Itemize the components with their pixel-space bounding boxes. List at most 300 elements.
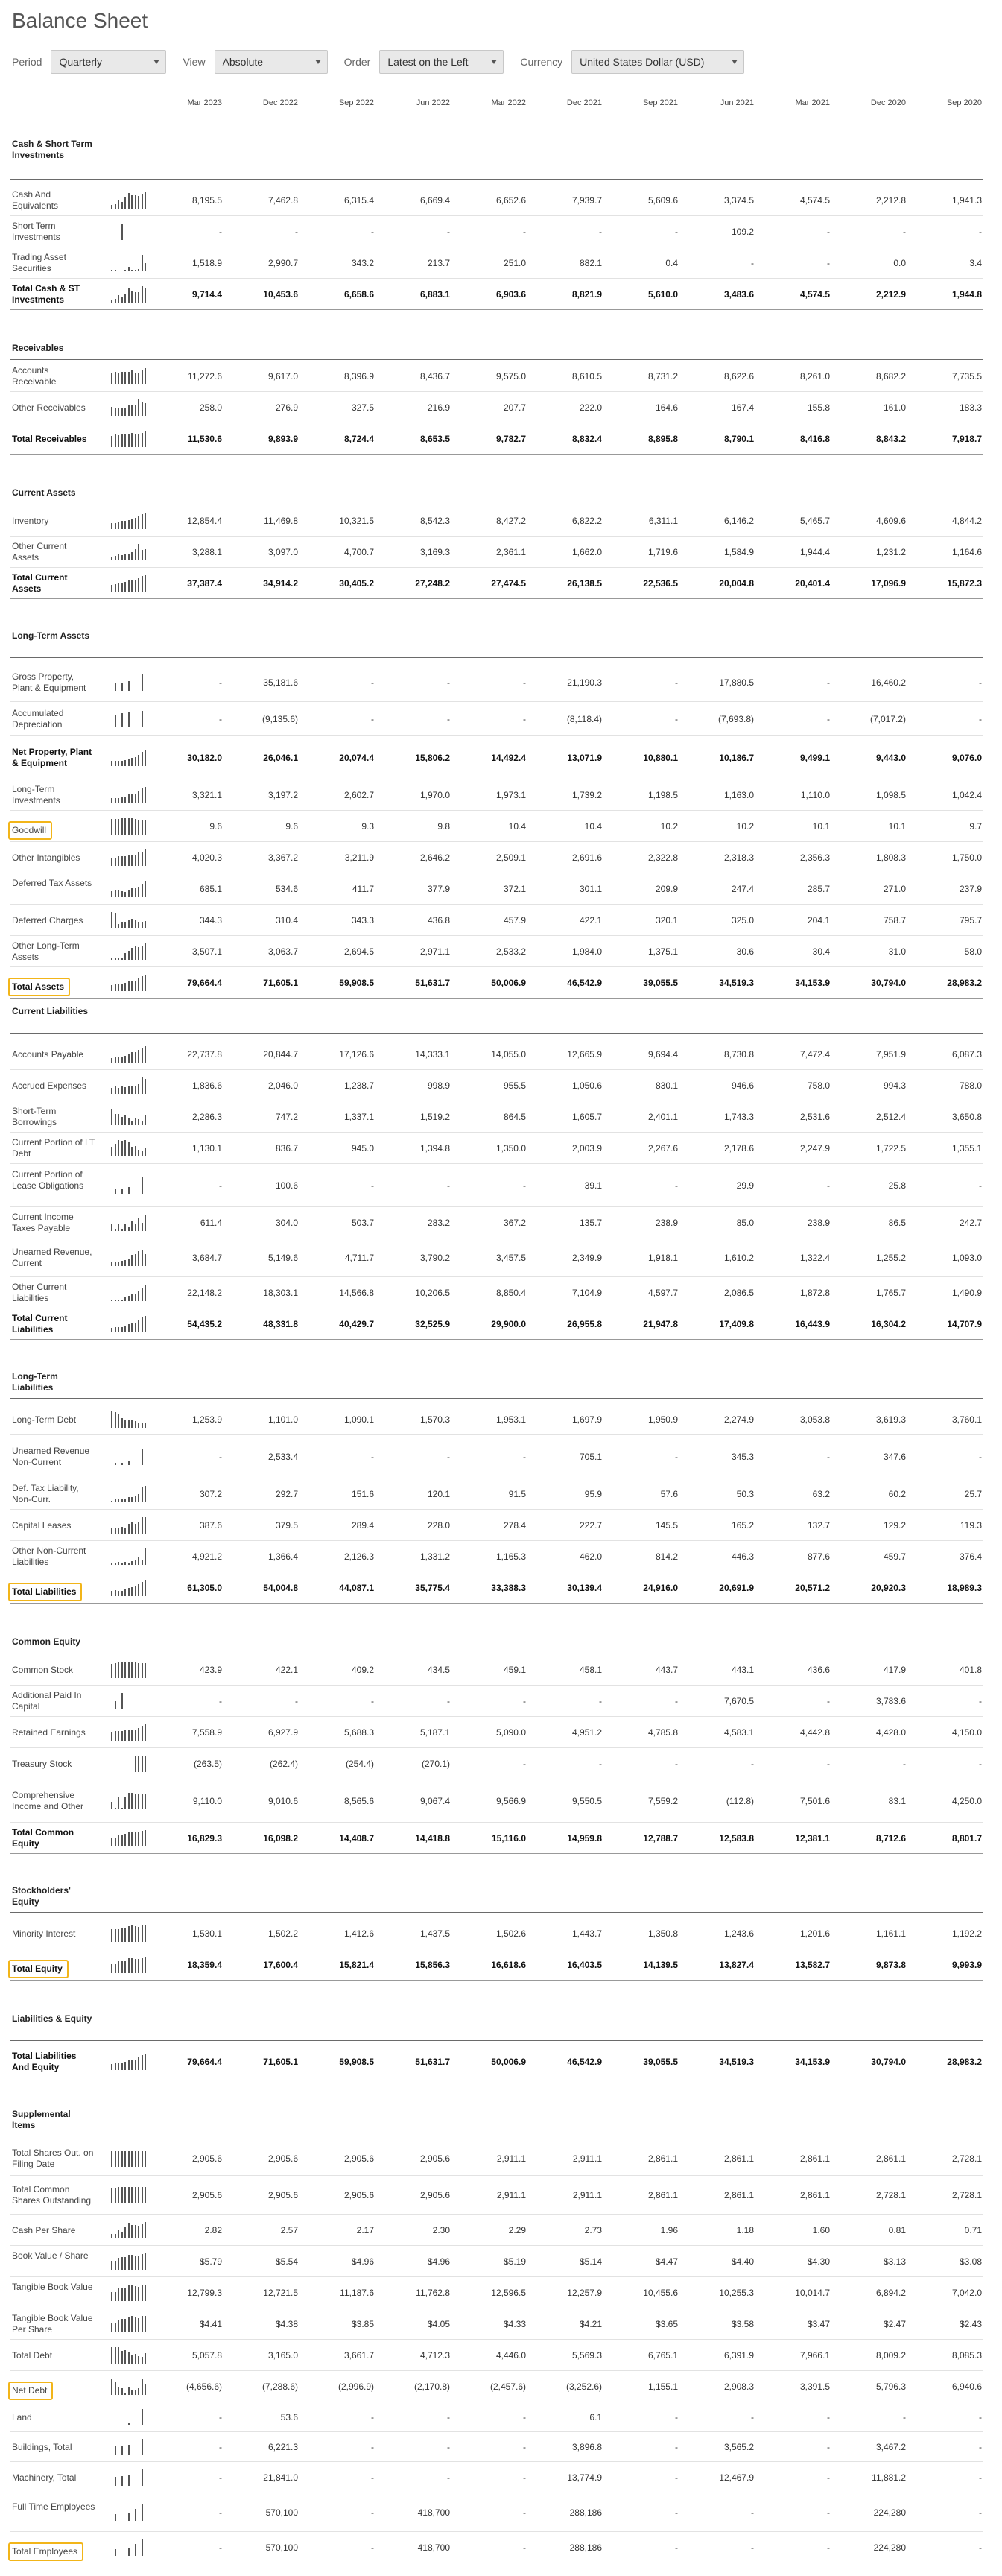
cell-value: 5,569.3 bbox=[571, 2350, 602, 2361]
table-row[interactable] bbox=[10, 1404, 983, 1435]
sparkline-bar bbox=[121, 1928, 123, 1942]
sparkline-chart[interactable] bbox=[111, 711, 148, 727]
table-row[interactable] bbox=[10, 1308, 983, 1340]
table-row[interactable] bbox=[10, 1238, 983, 1277]
cell-value: 3,367.2 bbox=[267, 852, 298, 863]
table-row[interactable] bbox=[10, 1686, 983, 1717]
cell-value: 16,443.9 bbox=[795, 1319, 830, 1329]
cell-value: 1,973.1 bbox=[495, 790, 526, 800]
cell-value: 6,894.2 bbox=[875, 2288, 906, 2298]
sparkline-chart[interactable] bbox=[111, 224, 148, 240]
cell-value: 3,783.6 bbox=[875, 1696, 906, 1706]
cell-value: 4,442.8 bbox=[799, 1727, 830, 1738]
sparkline-bar bbox=[138, 1832, 139, 1846]
cell-value: 71,605.1 bbox=[263, 978, 298, 988]
cell-value: 2,212.9 bbox=[875, 289, 906, 300]
cell-value: 301.1 bbox=[579, 884, 602, 894]
sparkline-chart[interactable] bbox=[111, 2504, 148, 2521]
sparkline-bar bbox=[145, 2353, 146, 2364]
table-row[interactable] bbox=[10, 842, 983, 873]
cell-value: - bbox=[447, 714, 450, 724]
sparkline-bar bbox=[121, 297, 123, 303]
table-row[interactable] bbox=[10, 247, 983, 279]
cell-value: 9,617.0 bbox=[267, 371, 298, 382]
column-header: Dec 2022 bbox=[262, 98, 298, 107]
row-label bbox=[12, 283, 95, 306]
table-row[interactable] bbox=[10, 1039, 983, 1070]
sparkline-bar bbox=[128, 1730, 130, 1741]
sparkline-chart[interactable] bbox=[111, 943, 148, 960]
sparkline-chart[interactable] bbox=[111, 818, 148, 835]
section-divider bbox=[10, 2040, 983, 2041]
sparkline-bar bbox=[121, 1835, 123, 1846]
sparkline-chart[interactable] bbox=[111, 513, 148, 529]
cell-value: 8,724.4 bbox=[343, 434, 374, 444]
cell-value: (9,135.6) bbox=[261, 714, 298, 724]
sparkline-bar bbox=[128, 2223, 130, 2238]
cell-value: 1,739.2 bbox=[571, 790, 602, 800]
sparkline-bar bbox=[121, 2151, 123, 2167]
cell-value: 4,020.3 bbox=[191, 852, 222, 863]
row-label bbox=[12, 516, 95, 527]
table-row[interactable] bbox=[10, 1435, 983, 1478]
sparkline-chart[interactable] bbox=[111, 2187, 148, 2203]
order-select[interactable] bbox=[379, 50, 504, 74]
sparkline-chart[interactable] bbox=[111, 399, 148, 416]
sparkline-chart[interactable] bbox=[111, 286, 148, 303]
table-row[interactable] bbox=[10, 1164, 983, 1207]
cell-value: 758.0 bbox=[807, 1080, 830, 1091]
table-row[interactable] bbox=[10, 967, 983, 999]
row-label-text: Unearned Revenue Non-Current bbox=[12, 1446, 90, 1467]
table-row[interactable] bbox=[10, 216, 983, 247]
table-row[interactable] bbox=[10, 702, 983, 736]
row-label bbox=[12, 2313, 95, 2335]
table-row[interactable] bbox=[10, 2142, 983, 2176]
sparkline-chart[interactable] bbox=[111, 1140, 148, 1156]
cell-value: 8,195.5 bbox=[191, 195, 222, 206]
table-row[interactable] bbox=[10, 811, 983, 842]
table-row[interactable] bbox=[10, 2277, 983, 2308]
sparkline-bar bbox=[131, 1925, 133, 1942]
sparkline-bar bbox=[121, 2446, 123, 2455]
cell-value: 7,735.5 bbox=[951, 371, 982, 382]
sparkline-chart[interactable] bbox=[111, 1756, 148, 1772]
sparkline-bar bbox=[128, 951, 130, 960]
cell-value: 1,584.9 bbox=[723, 547, 754, 557]
table-row[interactable] bbox=[10, 2462, 983, 2493]
cell-value: 222.7 bbox=[579, 1520, 602, 1531]
cell-value: 1,155.1 bbox=[647, 2382, 678, 2392]
sparkline-chart[interactable] bbox=[111, 2285, 148, 2301]
cell-value: 6,221.3 bbox=[267, 2442, 298, 2452]
sparkline-bar bbox=[124, 1115, 126, 1125]
cell-value: 15,806.2 bbox=[415, 753, 450, 763]
table-row[interactable] bbox=[10, 1572, 983, 1604]
cell-value: (262.4) bbox=[269, 1759, 298, 1769]
table-row[interactable] bbox=[10, 2432, 983, 2462]
cell-value: 9.7 bbox=[969, 821, 982, 832]
table-row[interactable] bbox=[10, 1918, 983, 1949]
cell-value: - bbox=[675, 2412, 678, 2422]
sparkline-chart[interactable] bbox=[111, 192, 148, 209]
sparkline-chart[interactable] bbox=[111, 2151, 148, 2167]
cell-value: 387.6 bbox=[199, 1520, 222, 1531]
sparkline-chart[interactable] bbox=[111, 1177, 148, 1194]
table-row[interactable] bbox=[10, 779, 983, 811]
table-row[interactable] bbox=[10, 2215, 983, 2246]
cell-value: 459.1 bbox=[503, 1665, 526, 1675]
sparkline-chart[interactable] bbox=[111, 2253, 148, 2270]
sparkline-bar bbox=[128, 2060, 130, 2070]
row-label bbox=[12, 1414, 95, 1425]
sparkline-chart[interactable] bbox=[111, 2379, 148, 2395]
sparkline-chart[interactable] bbox=[111, 1486, 148, 1502]
row-label-text: Other Receivables bbox=[12, 402, 86, 413]
sparkline-chart[interactable] bbox=[111, 1449, 148, 1465]
cell-value: 34,914.2 bbox=[263, 578, 298, 589]
sparkline-bar bbox=[111, 985, 112, 991]
cell-value: 705.1 bbox=[579, 1452, 602, 1462]
sparkline-bar bbox=[111, 2323, 112, 2332]
sparkline-chart[interactable] bbox=[111, 1316, 148, 1332]
table-row[interactable] bbox=[10, 1654, 983, 1686]
sparkline-bar bbox=[138, 978, 139, 991]
cell-value: 1,110.0 bbox=[800, 790, 830, 800]
row-label bbox=[12, 2472, 95, 2484]
sparkline-chart[interactable] bbox=[111, 750, 148, 766]
sparkline-bar bbox=[128, 1296, 130, 1301]
section-divider bbox=[10, 657, 983, 658]
table-row[interactable] bbox=[10, 1748, 983, 1779]
sparkline-chart[interactable] bbox=[111, 1925, 148, 1942]
cell-value: 570,100 bbox=[265, 2542, 298, 2553]
sparkline-chart[interactable] bbox=[111, 1693, 148, 1709]
sparkline-chart[interactable] bbox=[111, 975, 148, 991]
row-label-text: Other Non-Current Liabilities bbox=[12, 1545, 86, 1567]
cell-value: 1,098.5 bbox=[875, 790, 906, 800]
cell-value: 2,905.6 bbox=[267, 2190, 298, 2200]
cell-value: 60.2 bbox=[888, 1489, 906, 1499]
sparkline-chart[interactable] bbox=[111, 368, 148, 384]
table-row[interactable] bbox=[10, 2371, 983, 2402]
table-row[interactable] bbox=[10, 663, 983, 702]
table-row[interactable] bbox=[10, 361, 983, 392]
sparkline-chart[interactable] bbox=[111, 544, 148, 560]
sparkline-bar bbox=[145, 263, 146, 271]
table-row[interactable] bbox=[10, 2308, 983, 2340]
sparkline-bar bbox=[111, 2151, 112, 2167]
sparkline-chart[interactable] bbox=[111, 1109, 148, 1125]
sparkline-chart[interactable] bbox=[111, 1250, 148, 1266]
cell-value: (4,656.6) bbox=[186, 2382, 222, 2392]
sparkline-chart[interactable] bbox=[111, 849, 148, 866]
cell-value: 8,261.0 bbox=[799, 371, 830, 382]
sparkline-bar bbox=[135, 946, 136, 960]
sparkline-chart[interactable] bbox=[111, 1215, 148, 1231]
sparkline-chart[interactable] bbox=[111, 1957, 148, 1973]
sparkline-chart[interactable] bbox=[111, 1580, 148, 1596]
sparkline-chart[interactable] bbox=[111, 255, 148, 271]
sparkline-chart[interactable] bbox=[111, 787, 148, 803]
cell-value: $4.33 bbox=[503, 2319, 526, 2329]
sparkline-chart[interactable] bbox=[111, 1548, 148, 1565]
row-label-text: Other Intangibles bbox=[12, 852, 80, 863]
cell-value: 7,472.4 bbox=[799, 1049, 830, 1060]
table-row[interactable] bbox=[10, 736, 983, 779]
table-row[interactable] bbox=[10, 1207, 983, 1238]
section-divider bbox=[10, 1912, 983, 1913]
table-row[interactable] bbox=[10, 2493, 983, 2532]
table-row[interactable] bbox=[10, 2046, 983, 2077]
sparkline-bar bbox=[142, 1288, 143, 1301]
table-row[interactable] bbox=[10, 537, 983, 568]
table-row[interactable] bbox=[10, 1070, 983, 1101]
cell-value: 376.4 bbox=[959, 1551, 982, 1562]
chevron-down-icon bbox=[491, 60, 497, 64]
sparkline-bar bbox=[131, 948, 133, 960]
table-row[interactable] bbox=[10, 1478, 983, 1510]
table-row[interactable] bbox=[10, 905, 983, 936]
sparkline-chart[interactable] bbox=[111, 431, 148, 447]
cell-value: 13,774.9 bbox=[567, 2472, 602, 2483]
table-row[interactable] bbox=[10, 1949, 983, 1981]
sparkline-bar bbox=[124, 1662, 126, 1678]
sparkline-chart[interactable] bbox=[111, 674, 148, 691]
sparkline-bar bbox=[142, 1958, 143, 1973]
table-row[interactable] bbox=[10, 1101, 983, 1133]
cell-value: 1,355.1 bbox=[951, 1143, 982, 1153]
cell-value: 1,093.0 bbox=[951, 1253, 982, 1263]
cell-value: - bbox=[219, 2442, 222, 2452]
cell-value: - bbox=[523, 2442, 526, 2452]
sparkline-bar bbox=[128, 580, 130, 592]
sparkline-bar bbox=[131, 1086, 133, 1094]
cell-value: 2,861.1 bbox=[647, 2190, 678, 2200]
cell-value: - bbox=[827, 714, 830, 724]
cell-value: 6,927.9 bbox=[267, 1727, 298, 1738]
cell-value: 4,574.5 bbox=[799, 195, 830, 206]
table-row[interactable] bbox=[10, 2402, 983, 2432]
table-row[interactable] bbox=[10, 1717, 983, 1748]
cell-value: 458.1 bbox=[579, 1665, 602, 1675]
sparkline-bar bbox=[121, 1189, 123, 1194]
cell-value: 6,652.6 bbox=[495, 195, 526, 206]
sparkline-chart[interactable] bbox=[111, 2222, 148, 2238]
cell-value: 1,050.6 bbox=[571, 1080, 602, 1091]
cell-value: 10.2 bbox=[660, 821, 678, 832]
sparkline-bar bbox=[118, 958, 119, 960]
cell-value: - bbox=[979, 2507, 982, 2518]
sparkline-bar bbox=[135, 2544, 136, 2556]
sparkline-bar bbox=[145, 2151, 146, 2167]
cell-value: 24,916.0 bbox=[643, 1583, 678, 1593]
cell-value: 9,110.0 bbox=[192, 1796, 222, 1806]
sparkline-chart[interactable] bbox=[111, 2439, 148, 2455]
cell-value: 20,074.4 bbox=[339, 753, 374, 763]
cell-value: 6,822.2 bbox=[571, 516, 602, 526]
sparkline-bar bbox=[142, 433, 143, 447]
sparkline-chart[interactable] bbox=[111, 2347, 148, 2364]
row-label bbox=[12, 1049, 95, 1060]
sparkline-bar bbox=[131, 1958, 133, 1973]
table-row[interactable] bbox=[10, 2340, 983, 2371]
sparkline-chart[interactable] bbox=[111, 881, 148, 897]
sparkline-bar bbox=[131, 270, 133, 271]
sparkline-chart[interactable] bbox=[111, 1517, 148, 1534]
sparkline-bar bbox=[115, 798, 116, 803]
cell-value: 3,661.7 bbox=[343, 2350, 374, 2361]
cell-value: - bbox=[447, 2412, 450, 2422]
cell-value: 276.9 bbox=[275, 402, 298, 413]
sparkline-bar bbox=[142, 1048, 143, 1063]
table-row[interactable] bbox=[10, 568, 983, 599]
cell-value: 16,618.6 bbox=[491, 1960, 526, 1970]
table-row[interactable] bbox=[10, 2176, 983, 2215]
sparkline-chart[interactable] bbox=[111, 1662, 148, 1678]
sparkline-chart[interactable] bbox=[111, 1077, 148, 1094]
sparkline-bar bbox=[135, 1323, 136, 1332]
table-row[interactable] bbox=[10, 2532, 983, 2563]
cell-value: 10,880.1 bbox=[643, 753, 678, 763]
cell-value: 4,150.0 bbox=[951, 1727, 982, 1738]
cell-value: - bbox=[219, 1696, 222, 1706]
cell-value: 1,394.8 bbox=[419, 1143, 450, 1153]
cell-value: 344.3 bbox=[199, 915, 222, 925]
sparkline-bar bbox=[128, 759, 130, 766]
sparkline-bar bbox=[111, 1964, 112, 1973]
cell-value: - bbox=[827, 1759, 830, 1769]
row-label bbox=[12, 2051, 95, 2073]
table-row[interactable] bbox=[10, 936, 983, 967]
sparkline-chart[interactable] bbox=[111, 2539, 148, 2556]
sparkline-chart[interactable] bbox=[111, 2409, 148, 2425]
sparkline-bar bbox=[145, 820, 146, 835]
table-row[interactable] bbox=[10, 185, 983, 216]
row-label-text: Total Debt bbox=[12, 2350, 53, 2361]
sparkline-chart[interactable] bbox=[111, 2316, 148, 2332]
row-label-text: Common Stock bbox=[12, 1665, 74, 1675]
sparkline-bar bbox=[118, 583, 119, 592]
table-row[interactable] bbox=[10, 1510, 983, 1541]
cell-value: - bbox=[447, 227, 450, 237]
sparkline-bar bbox=[128, 2445, 130, 2455]
cell-value: 2,126.3 bbox=[343, 1551, 374, 1562]
sparkline-bar bbox=[121, 2232, 123, 2238]
cell-value: $4.40 bbox=[731, 2256, 754, 2267]
sparkline-bar bbox=[131, 1793, 133, 1809]
currency-select[interactable] bbox=[571, 50, 744, 74]
table-row[interactable] bbox=[10, 1277, 983, 1308]
sparkline-chart[interactable] bbox=[111, 1046, 148, 1063]
table-row[interactable] bbox=[10, 392, 983, 423]
cell-value: 9,575.0 bbox=[495, 371, 526, 382]
sparkline-bar bbox=[145, 849, 146, 866]
row-label bbox=[12, 1247, 95, 1269]
table-row[interactable] bbox=[10, 1541, 983, 1572]
sparkline-chart[interactable] bbox=[111, 1724, 148, 1741]
cell-value: 14,959.8 bbox=[567, 1833, 602, 1844]
row-label-text: Net Property, Plant & Equipment bbox=[12, 747, 92, 768]
sparkline-bar bbox=[121, 2187, 123, 2203]
cell-value: 228.0 bbox=[427, 1520, 450, 1531]
sparkline-bar bbox=[142, 1663, 143, 1678]
view-select[interactable] bbox=[215, 50, 328, 74]
period-select[interactable] bbox=[51, 50, 166, 74]
cell-value: 2,274.9 bbox=[723, 1414, 754, 1425]
cell-value: 9,010.6 bbox=[267, 1796, 298, 1806]
sparkline-bar bbox=[115, 1808, 116, 1809]
cell-value: 2,509.1 bbox=[495, 852, 526, 863]
cell-value: 39,055.5 bbox=[643, 978, 678, 988]
row-label-text: Deferred Charges bbox=[12, 915, 83, 925]
table-row[interactable] bbox=[10, 1779, 983, 1823]
sparkline-bar bbox=[118, 1414, 119, 1428]
row-label-text: Accounts Payable bbox=[12, 1049, 84, 1060]
sparkline-bar bbox=[131, 1587, 133, 1596]
sparkline-chart[interactable] bbox=[111, 2054, 148, 2070]
cell-value: 345.3 bbox=[731, 1452, 754, 1462]
cell-value: 1,530.1 bbox=[191, 1928, 222, 1939]
sparkline-chart[interactable] bbox=[111, 1830, 148, 1846]
cell-value: 4,785.8 bbox=[647, 1727, 678, 1738]
cell-value: - bbox=[979, 677, 982, 688]
sparkline-bar bbox=[142, 788, 143, 803]
cell-value: (8,118.4) bbox=[566, 714, 602, 724]
row-label bbox=[12, 878, 95, 889]
cell-value: 5,149.6 bbox=[267, 1253, 298, 1263]
cell-value: - bbox=[675, 227, 678, 237]
sparkline-bar bbox=[111, 891, 112, 897]
sparkline-bar bbox=[124, 1499, 126, 1502]
sparkline-chart[interactable] bbox=[111, 1411, 148, 1428]
sparkline-chart[interactable] bbox=[111, 1793, 148, 1809]
sparkline-chart[interactable] bbox=[111, 2469, 148, 2486]
sparkline-bar bbox=[124, 2151, 126, 2167]
cell-value: 14,139.5 bbox=[643, 1960, 678, 1970]
sparkline-bar bbox=[115, 1663, 116, 1678]
sparkline-chart[interactable] bbox=[111, 1285, 148, 1301]
table-row[interactable] bbox=[10, 279, 983, 310]
table-row[interactable] bbox=[10, 2246, 983, 2277]
cell-value: 1,950.9 bbox=[647, 1414, 678, 1425]
cell-value: 2,212.8 bbox=[875, 195, 906, 206]
sparkline-bar bbox=[128, 920, 130, 928]
sparkline-bar bbox=[115, 1057, 116, 1063]
table-row[interactable] bbox=[10, 1133, 983, 1164]
cell-value: 2,861.1 bbox=[799, 2190, 830, 2200]
sparkline-bar bbox=[135, 434, 136, 447]
row-label bbox=[12, 2184, 95, 2206]
sparkline-chart[interactable] bbox=[111, 575, 148, 592]
row-label-text: Short Term Investments bbox=[12, 221, 60, 242]
sparkline-bar bbox=[131, 1561, 133, 1565]
sparkline-bar bbox=[138, 947, 139, 960]
sparkline-bar bbox=[145, 1548, 146, 1565]
cell-value: 27,248.2 bbox=[415, 578, 450, 589]
sparkline-bar bbox=[121, 2476, 123, 2486]
table-row[interactable] bbox=[10, 873, 983, 905]
row-label-text: Short-Term Borrowings bbox=[12, 1106, 57, 1127]
sparkline-bar bbox=[118, 1300, 119, 1301]
table-row[interactable] bbox=[10, 423, 983, 455]
table-row[interactable] bbox=[10, 505, 983, 537]
sparkline-bar bbox=[118, 295, 119, 303]
table-row[interactable] bbox=[10, 1823, 983, 1854]
sparkline-chart[interactable] bbox=[111, 912, 148, 928]
cell-value: 12,799.3 bbox=[187, 2288, 222, 2298]
cell-value: 3,197.2 bbox=[267, 790, 298, 800]
